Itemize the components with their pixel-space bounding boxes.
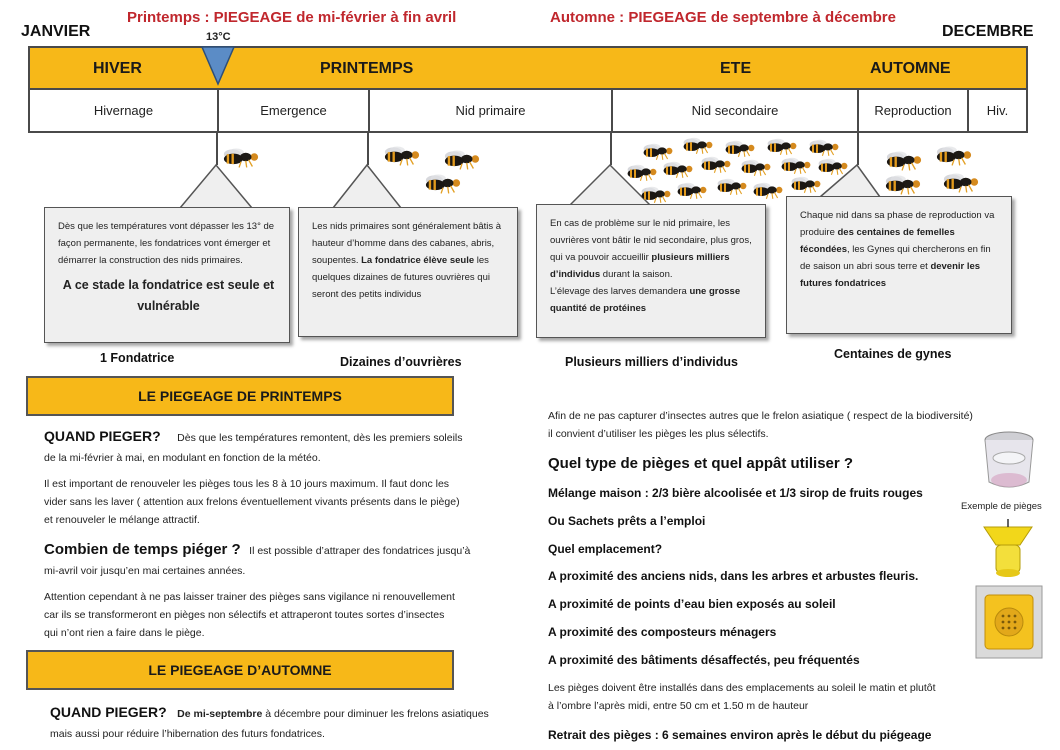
callout-bold: La fondatrice élève seule <box>361 255 475 266</box>
hornet-icon <box>752 180 784 200</box>
hornet-icon <box>383 143 421 167</box>
callout-text: En cas de problème sur le nid primaire, les ouvrières vont bâtir le nid secondaire, plus gros, qui va pouvoir accueillir <box>550 218 752 263</box>
trap-type-question: Quel type de pièges et quel appât utiliser ? <box>548 455 854 472</box>
location-item: A proximité de points d’eau bien exposés au soleil <box>548 597 836 611</box>
phase-nid-primaire: Nid primaire <box>370 90 613 131</box>
hornet-icon <box>808 137 840 157</box>
phase-hivernage: Hivernage <box>30 90 219 131</box>
hornet-icon <box>885 148 923 172</box>
autumn-when-text: à décembre pour diminuer les frelons asiatiques <box>262 708 489 720</box>
hornet-icon <box>222 145 260 169</box>
right-intro: Afin de ne pas capturer d’insectes autres que le frelon asiatique ( respect de la biodiversité) <box>548 410 973 422</box>
trap-examples-label: Exemple de pièges <box>961 501 1042 512</box>
hornet-icon <box>716 176 748 196</box>
phase-nid-secondaire: Nid secondaire <box>613 90 859 131</box>
spring-duration-title: Combien de temps piéger ? <box>44 541 241 558</box>
autumn-when-bold: De mi-septembre <box>177 708 263 720</box>
hornet-icon <box>443 147 481 171</box>
autumn-trapping-title: Automne : PIEGEAGE de septembre à décembre <box>550 9 896 26</box>
hornet-icon <box>766 136 798 156</box>
clear-trap-icon <box>975 428 1043 496</box>
phase-hiv: Hiv. <box>986 103 1009 118</box>
autumn-when-line <box>50 704 489 722</box>
caption-ouvrieres: Dizaines d’ouvrières <box>340 355 462 369</box>
caption-gynes: Centaines de gynes <box>834 347 952 361</box>
callout-bold: devenir les futures fondatrices <box>800 261 981 289</box>
bait-mix: Mélange maison : 2/3 bière alcoolisée et 1/3 sirop de fruits rouges <box>548 486 923 500</box>
install-text: à l’ombre l’après midi, entre 50 cm et 1.50 m de hauteur <box>548 700 809 712</box>
spring-duration-line <box>44 541 470 559</box>
season-winter: HIVER <box>93 60 142 77</box>
hornet-icon <box>682 135 714 155</box>
callout-bold: une grosse quantité de protéines <box>550 286 741 314</box>
season-spring: PRINTEMPS <box>320 60 414 77</box>
hornet-icon <box>740 157 772 177</box>
spring-warning-text: qui n’ont rien a faire dans le piège. <box>44 627 205 639</box>
yellow-trap-icon <box>980 517 1036 581</box>
callout-nid-primaire <box>298 207 518 337</box>
spring-duration-text: Il est possible d’attraper des fondatrices jusqu’à <box>249 545 471 557</box>
callout-nid-secondaire <box>536 204 766 338</box>
location-item: A proximité des composteurs ménagers <box>548 625 777 639</box>
hornet-icon <box>424 171 462 195</box>
callout-text: Les nids primaires sont généralement bâtis à hauteur d’homme dans des cabanes, abris, soupentes. <box>312 221 502 266</box>
phase-emergence: Emergence <box>219 90 370 131</box>
spring-trapping-title: Printemps : PIEGEAGE de mi-février à fin avril <box>127 9 457 26</box>
location-question: Quel emplacement? <box>548 542 663 556</box>
hornet-icon <box>700 154 732 174</box>
callout-bold: des centaines de femelles fécondées <box>800 227 955 255</box>
spring-warning-text: Attention cependant à ne pas laisser trainer des pièges sans vigilance ni renouvellement <box>44 591 455 603</box>
callout-reproduction <box>786 196 1012 334</box>
callout-emergence-text: Dès que les températures vont dépasser les 13° de façon permanente, les fondatrices vont émerger et démarrer la construction des nids primaires. <box>58 221 275 266</box>
hornet-icon <box>884 172 922 196</box>
location-item: A proximité des bâtiments désaffectés, peu fréquentés <box>548 653 860 667</box>
spring-section-header: LE PIEGEAGE DE PRINTEMPS <box>26 376 454 416</box>
spring-renew-text: Il est important de renouveler les pièges tous les 8 à 10 jours maximum. Il faut donc les <box>44 478 450 490</box>
hornet-icon <box>780 155 812 175</box>
season-autumn: AUTOMNE <box>870 60 951 77</box>
right-intro: il convient d’utiliser les pièges les plus sélectifs. <box>548 428 769 440</box>
hornet-icon <box>817 156 849 176</box>
caption-fondatrice: 1 Fondatrice <box>100 351 175 365</box>
spring-when-text: Dès que les températures remontent, dès les premiers soleils <box>177 432 463 444</box>
callout-emergence <box>44 207 290 343</box>
caption-milliers: Plusieurs milliers d’individus <box>565 355 738 369</box>
temperature-label: 13°C <box>206 31 231 43</box>
callout-text: L’élevage des larves demandera <box>550 286 690 297</box>
hornet-icon <box>640 184 672 204</box>
location-item: A proximité des anciens nids, dans les arbres et arbustes fleuris. <box>548 569 919 583</box>
season-summer: ETE <box>720 60 752 77</box>
hornet-icon <box>642 141 674 161</box>
hornet-icon <box>942 170 980 194</box>
month-start: JANVIER <box>21 23 91 40</box>
spring-renew-text: vider sans les laver ( attention aux frelons éventuellement vivants présents dans le piège) <box>44 496 460 508</box>
install-text: Les pièges doivent être installés dans des emplacements au soleil le matin et plutôt <box>548 682 936 694</box>
callout-text: les quelques dizaines de futures ouvrières qui seront des petits individus <box>312 255 490 300</box>
month-end: DECEMBRE <box>942 23 1034 40</box>
autumn-when-text: mais aussi pour réduire l’hibernation des futurs fondatrices. <box>50 728 325 740</box>
spring-renew-text: et renouveler le mélange attractif. <box>44 514 200 526</box>
hornet-icon <box>790 174 822 194</box>
spring-duration-text: mi-avril voir jusqu’en mai certaines années. <box>44 565 246 577</box>
hornet-icon <box>676 180 708 200</box>
autumn-when-title: QUAND PIEGER? <box>50 704 167 720</box>
callout-emergence-strong: A ce stade la fondatrice est seule et vulnérable <box>62 278 275 313</box>
callout-bold: plusieurs milliers d’individus <box>550 252 730 280</box>
callout-text: , les Gynes qui chercherons en fin de saison un abri sous terre et <box>800 244 991 272</box>
box-trap-icon <box>975 585 1043 659</box>
callout-text: Chaque nid dans sa phase de reproduction va produire <box>800 210 995 238</box>
trap-removal: Retrait des pièges : 6 semaines environ après le début du piégeage <box>548 728 932 742</box>
hornet-icon <box>935 143 973 167</box>
spring-warning-text: car ils se transformeront en pièges non sélectifs et attraperont toutes sortes d’insectes <box>44 609 445 621</box>
bait-ready: Ou Sachets prêts a l’emploi <box>548 514 706 528</box>
spring-when-text: de la mi-février à mai, en modulant en fonction de la météo. <box>44 452 321 464</box>
callout-text: durant la saison. <box>600 269 673 280</box>
autumn-section-header: LE PIEGEAGE D’AUTOMNE <box>26 650 454 690</box>
hornet-icon <box>626 162 658 182</box>
phase-reproduction: Reproduction <box>859 90 969 131</box>
spring-when-line <box>44 428 463 446</box>
spring-when-title: QUAND PIEGER? <box>44 428 161 444</box>
hornet-icon <box>662 159 694 179</box>
